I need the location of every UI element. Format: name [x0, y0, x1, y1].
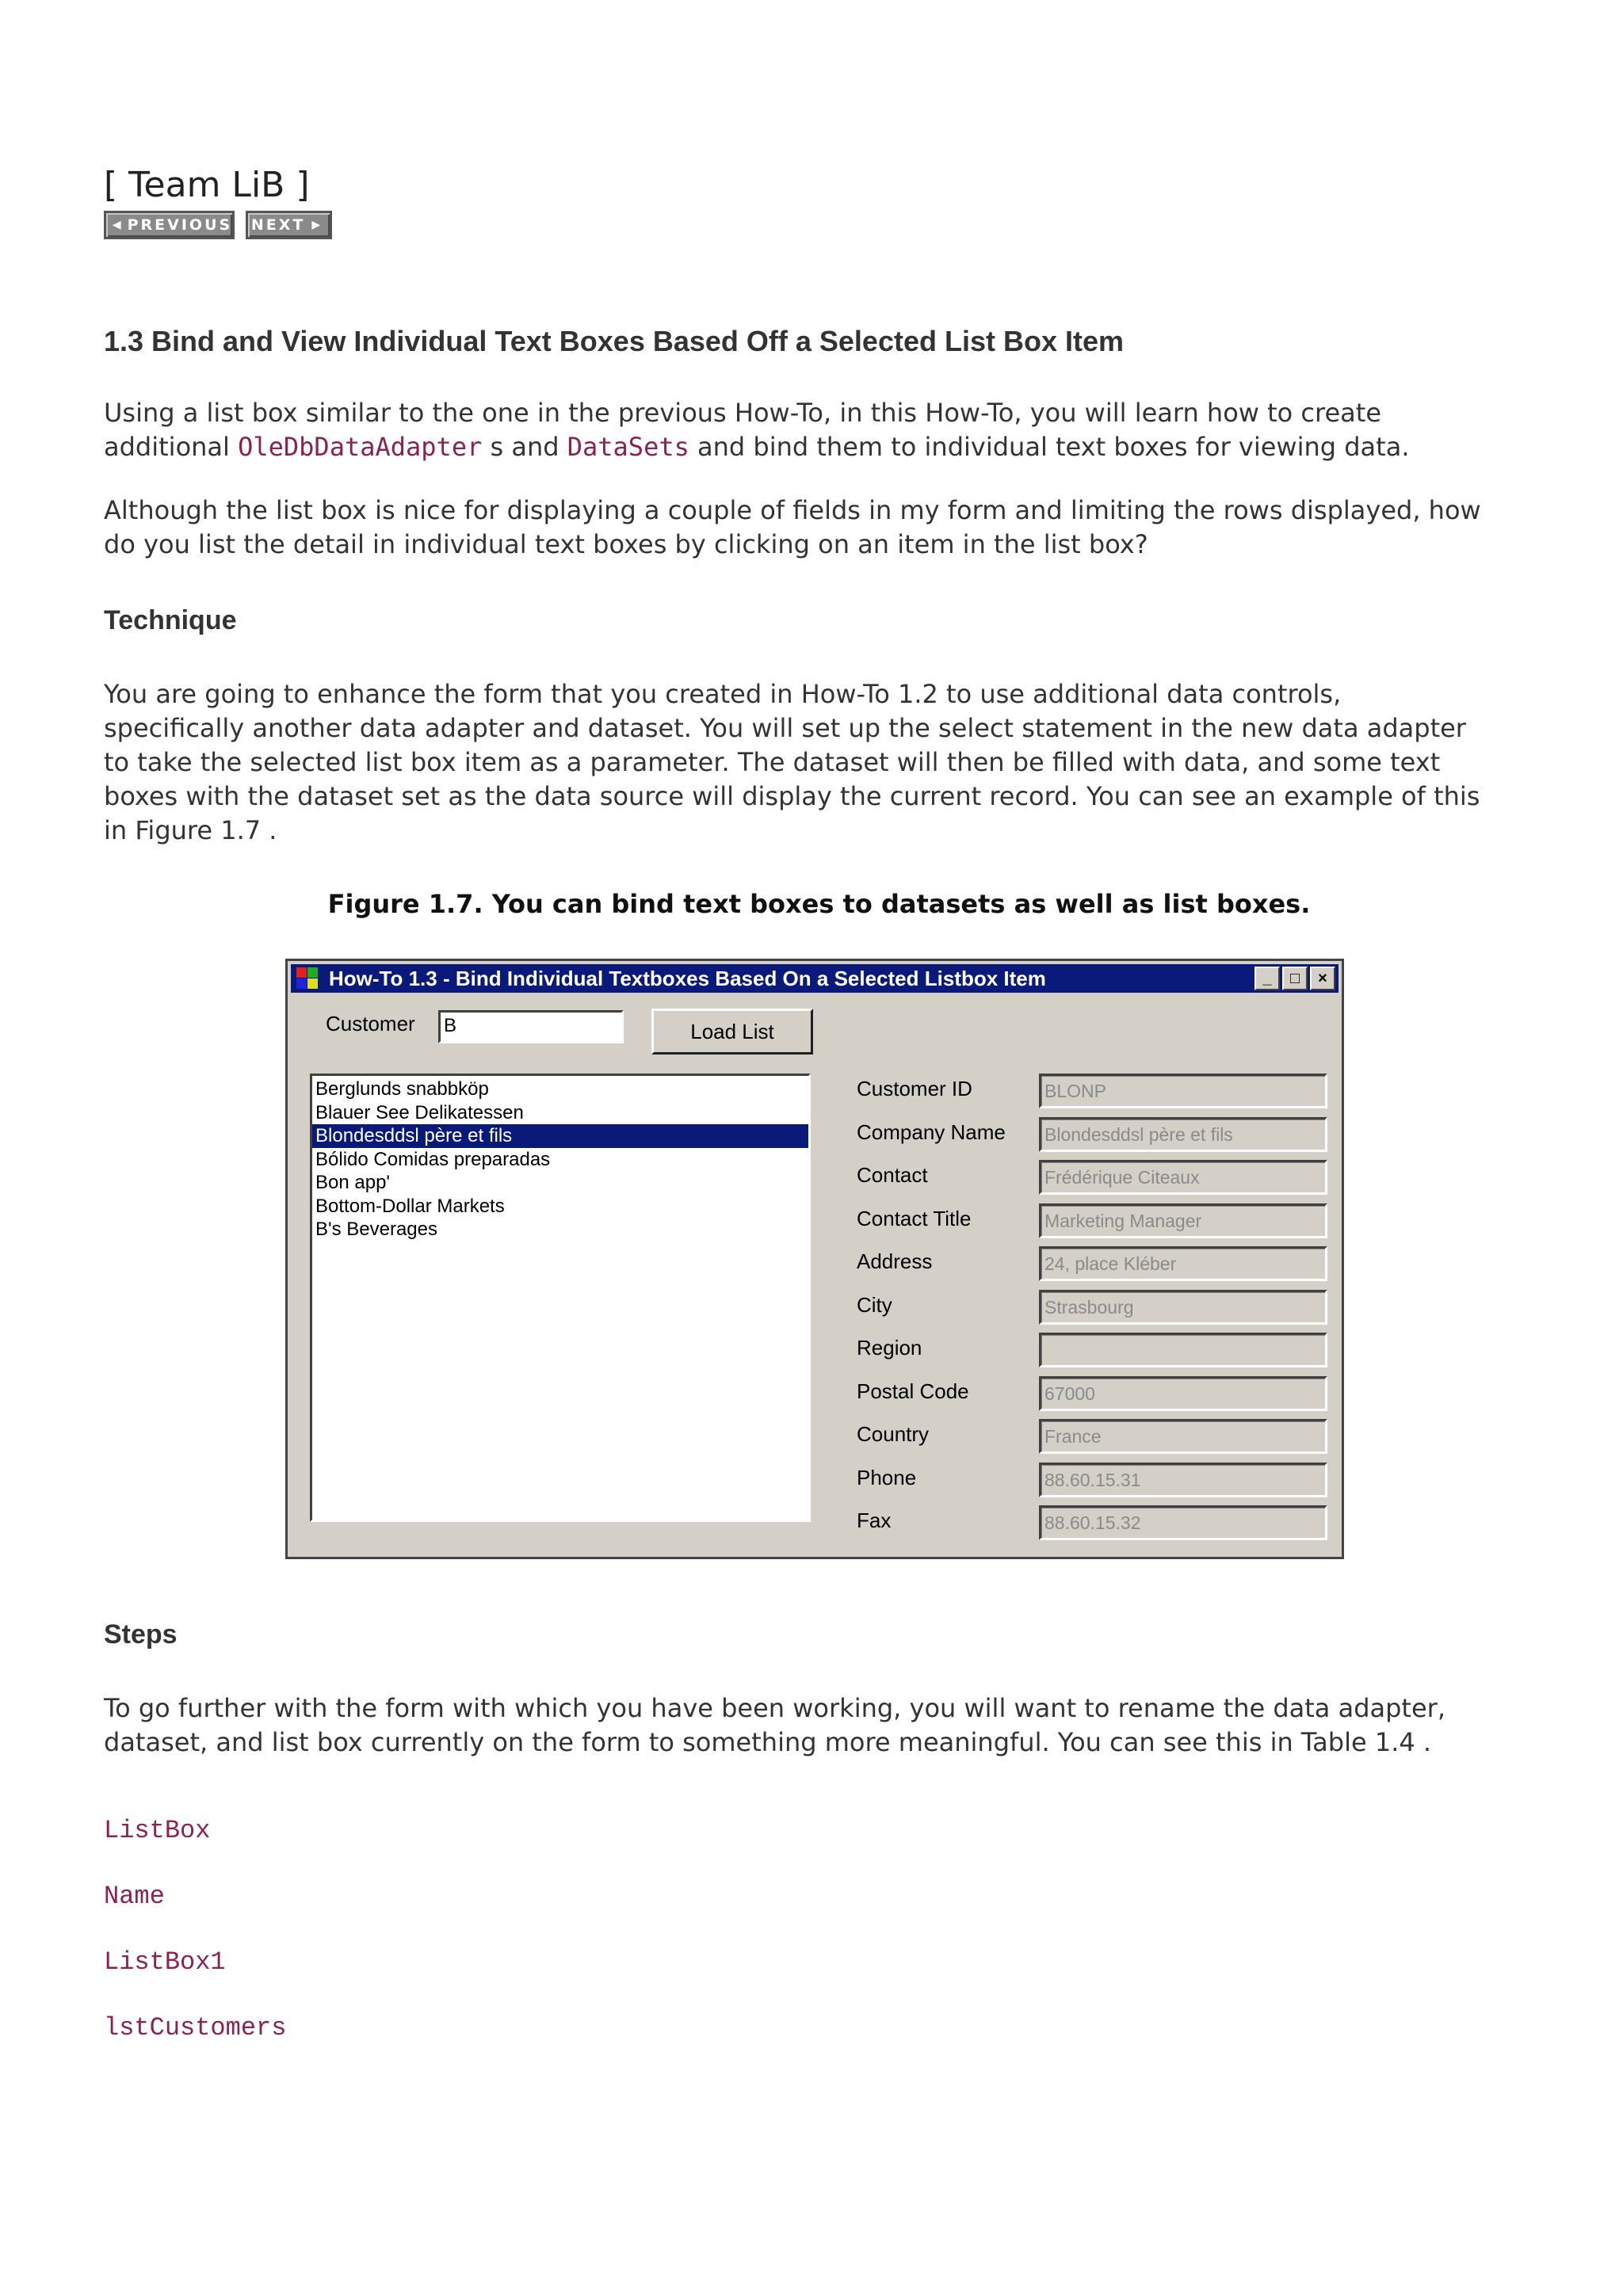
customer-listbox[interactable] [310, 1074, 811, 1522]
minimize-icon[interactable]: _ [1254, 967, 1280, 990]
technique-line-5: in Figure 1.7 . [104, 815, 277, 845]
field-textbox[interactable]: France [1039, 1419, 1327, 1454]
steps-paragraph [104, 1691, 1522, 1760]
previous-label: PREVIOUS [127, 216, 233, 234]
technique-line-4: boxes with the dataset set as the data source will display the current record. You can see an example of this [104, 781, 1480, 811]
field-textbox[interactable]: 24, place Kléber [1039, 1246, 1327, 1281]
question-line-2: do you list the detail in individual text boxes by clicking on an item in the list box? [104, 529, 1148, 559]
nav-buttons [104, 211, 332, 239]
field-label: Region [857, 1336, 922, 1360]
triangle-right-icon: ▶ [311, 219, 321, 231]
technique-line-3: to take the selected list box item as a parameter. The dataset will then be filled with data, and some text [104, 747, 1441, 777]
field-label: Phone [857, 1465, 917, 1489]
technique-heading: Technique [104, 605, 237, 635]
steps-line-1: To go further with the form with which you have been working, you will want to rename the data adapter, [104, 1693, 1445, 1723]
steps-heading: Steps [104, 1619, 178, 1650]
field-textbox[interactable]: 67000 [1039, 1376, 1327, 1411]
field-label: City [857, 1292, 892, 1317]
customer-label: Customer [326, 1012, 415, 1035]
field-textbox[interactable]: Frédérique Citeaux [1039, 1160, 1327, 1195]
triangle-left-icon: ◀ [112, 219, 121, 231]
field-textbox[interactable]: 88.60.15.32 [1039, 1505, 1327, 1540]
table-entry: ListBox [104, 1816, 211, 1845]
field-label: Contact [857, 1163, 928, 1187]
close-icon[interactable]: × [1310, 967, 1335, 990]
field-textbox[interactable]: Blondesddsl père et fils [1039, 1117, 1327, 1152]
field-label: Fax [857, 1508, 892, 1532]
field-textbox[interactable]: BLONP [1039, 1074, 1327, 1108]
list-item[interactable]: Blauer See Delikatessen [315, 1101, 524, 1123]
previous-button[interactable] [104, 211, 235, 239]
code-oledbdataadapter: OleDbDataAdapter [238, 432, 483, 462]
intro-line-2 [104, 430, 1522, 464]
intro-text: and bind them to individual text boxes for viewing data. [689, 432, 1410, 462]
intro-text: s and [482, 432, 567, 462]
list-item[interactable]: Bólido Comidas preparadas [315, 1148, 551, 1170]
field-textbox[interactable] [1039, 1333, 1327, 1367]
figure-window [285, 959, 1344, 1559]
field-textbox[interactable]: Strasbourg [1039, 1290, 1327, 1325]
figure-caption: Figure 1.7. You can bind text boxes to datasets as well as list boxes. [327, 889, 1311, 919]
list-item[interactable]: Berglunds snabbköp [315, 1078, 489, 1100]
intro-paragraph [104, 396, 1522, 464]
steps-line-2: dataset, and list box currently on the form to something more meaningful. You can see this in Table 1.4 . [104, 1727, 1432, 1757]
next-button[interactable] [246, 211, 332, 239]
field-label: Postal Code [857, 1379, 969, 1403]
code-datasets: DataSets [567, 432, 689, 462]
intro-line-1: Using a list box similar to the one in the previous How-To, in this How-To, you will learn how to create [104, 398, 1381, 428]
section-title: 1.3 Bind and View Individual Text Boxes Based Off a Selected List Box Item [104, 325, 1125, 357]
field-label: Country [857, 1422, 930, 1446]
app-icon [296, 967, 319, 990]
window-controls [1254, 967, 1335, 990]
next-label: NEXT [250, 216, 306, 234]
question-paragraph [104, 494, 1522, 562]
customer-input[interactable]: B [438, 1010, 624, 1043]
field-label: Address [857, 1249, 933, 1273]
list-item[interactable]: Blondesddsl père et fils [312, 1124, 808, 1148]
field-label: Contact Title [857, 1206, 972, 1230]
field-label: Customer ID [857, 1077, 972, 1100]
maximize-icon[interactable]: □ [1282, 967, 1308, 990]
list-item[interactable]: B's Beverages [315, 1219, 437, 1240]
question-line-1: Although the list box is nice for displaying a couple of fields in my form and limiting the rows displayed, how [104, 495, 1481, 525]
technique-line-1: You are going to enhance the form that you created in How-To 1.2 to use additional data controls, [104, 679, 1342, 709]
table-entry: Name [104, 1882, 165, 1911]
field-textbox[interactable]: 88.60.15.31 [1039, 1463, 1327, 1497]
intro-text: additional [104, 432, 239, 462]
load-list-button[interactable]: Load List [651, 1009, 813, 1055]
field-textbox[interactable]: Marketing Manager [1039, 1203, 1327, 1238]
team-lib-header: [ Team LiB ] [104, 165, 310, 205]
list-item[interactable]: Bon app' [315, 1172, 390, 1193]
table-entry: lstCustomers [104, 2013, 287, 2042]
list-item[interactable]: Bottom-Dollar Markets [315, 1195, 505, 1217]
table-entry: ListBox1 [104, 1947, 226, 1977]
technique-paragraph [104, 677, 1522, 848]
window-titlebar [291, 964, 1338, 993]
window-title: How-To 1.3 - Bind Individual Textboxes Based On a Selected Listbox Item [329, 966, 1046, 990]
technique-line-2: specifically another data adapter and dataset. You will set up the select statement in the new data adapter [104, 713, 1466, 743]
field-label: Company Name [857, 1119, 1006, 1144]
